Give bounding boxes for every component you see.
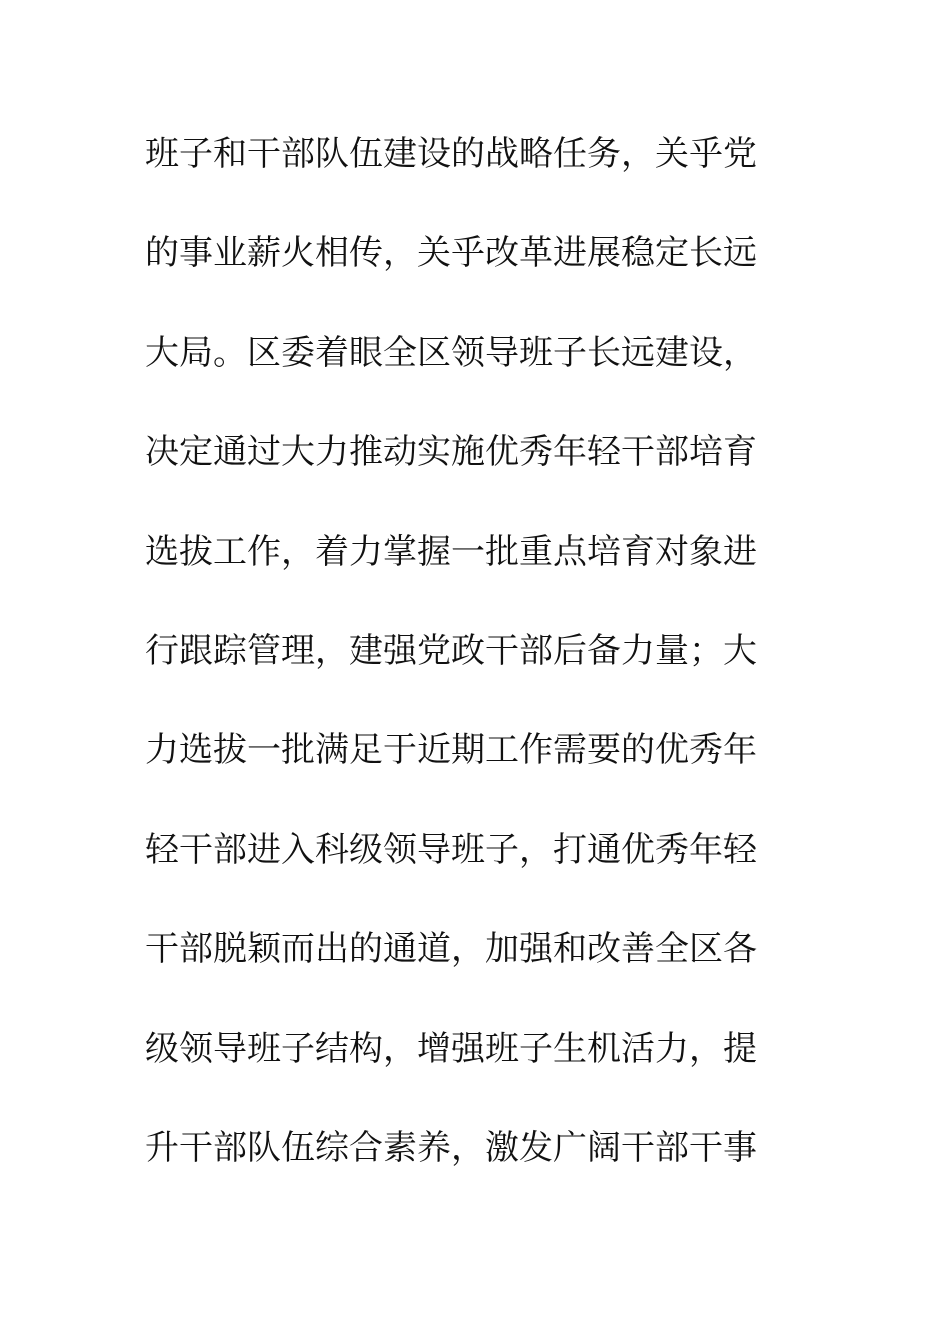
text-line-3: 大局。区委着眼全区领导班子长远建设， — [145, 332, 757, 373]
text-line-11: 升干部队伍综合素养，激发广阔干部干事 — [145, 1127, 757, 1168]
text-line-9: 干部脱颖而出的通道，加强和改善全区各 — [145, 929, 757, 970]
body-text — [145, 124, 785, 1217]
text-line-4: 决定通过大力推动实施优秀年轻干部培育 — [145, 432, 757, 473]
text-line-2: 的事业薪火相传，关乎改革进展稳定长远 — [145, 233, 757, 274]
text-line-6: 行跟踪管理，建强党政干部后备力量；大 — [145, 630, 757, 671]
text-line-1: 班子和干部队伍建设的战略任务，关乎党 — [145, 134, 757, 174]
text-line-10: 级领导班子结构，增强班子生机活力，提 — [145, 1028, 757, 1069]
text-line-5: 选拔工作，着力掌握一批重点培育对象进 — [145, 531, 757, 572]
text-line-7: 力选拔一批满足于近期工作需要的优秀年 — [145, 730, 757, 771]
text-line-8: 轻干部进入科级领导班子，打通优秀年轻 — [145, 829, 757, 870]
